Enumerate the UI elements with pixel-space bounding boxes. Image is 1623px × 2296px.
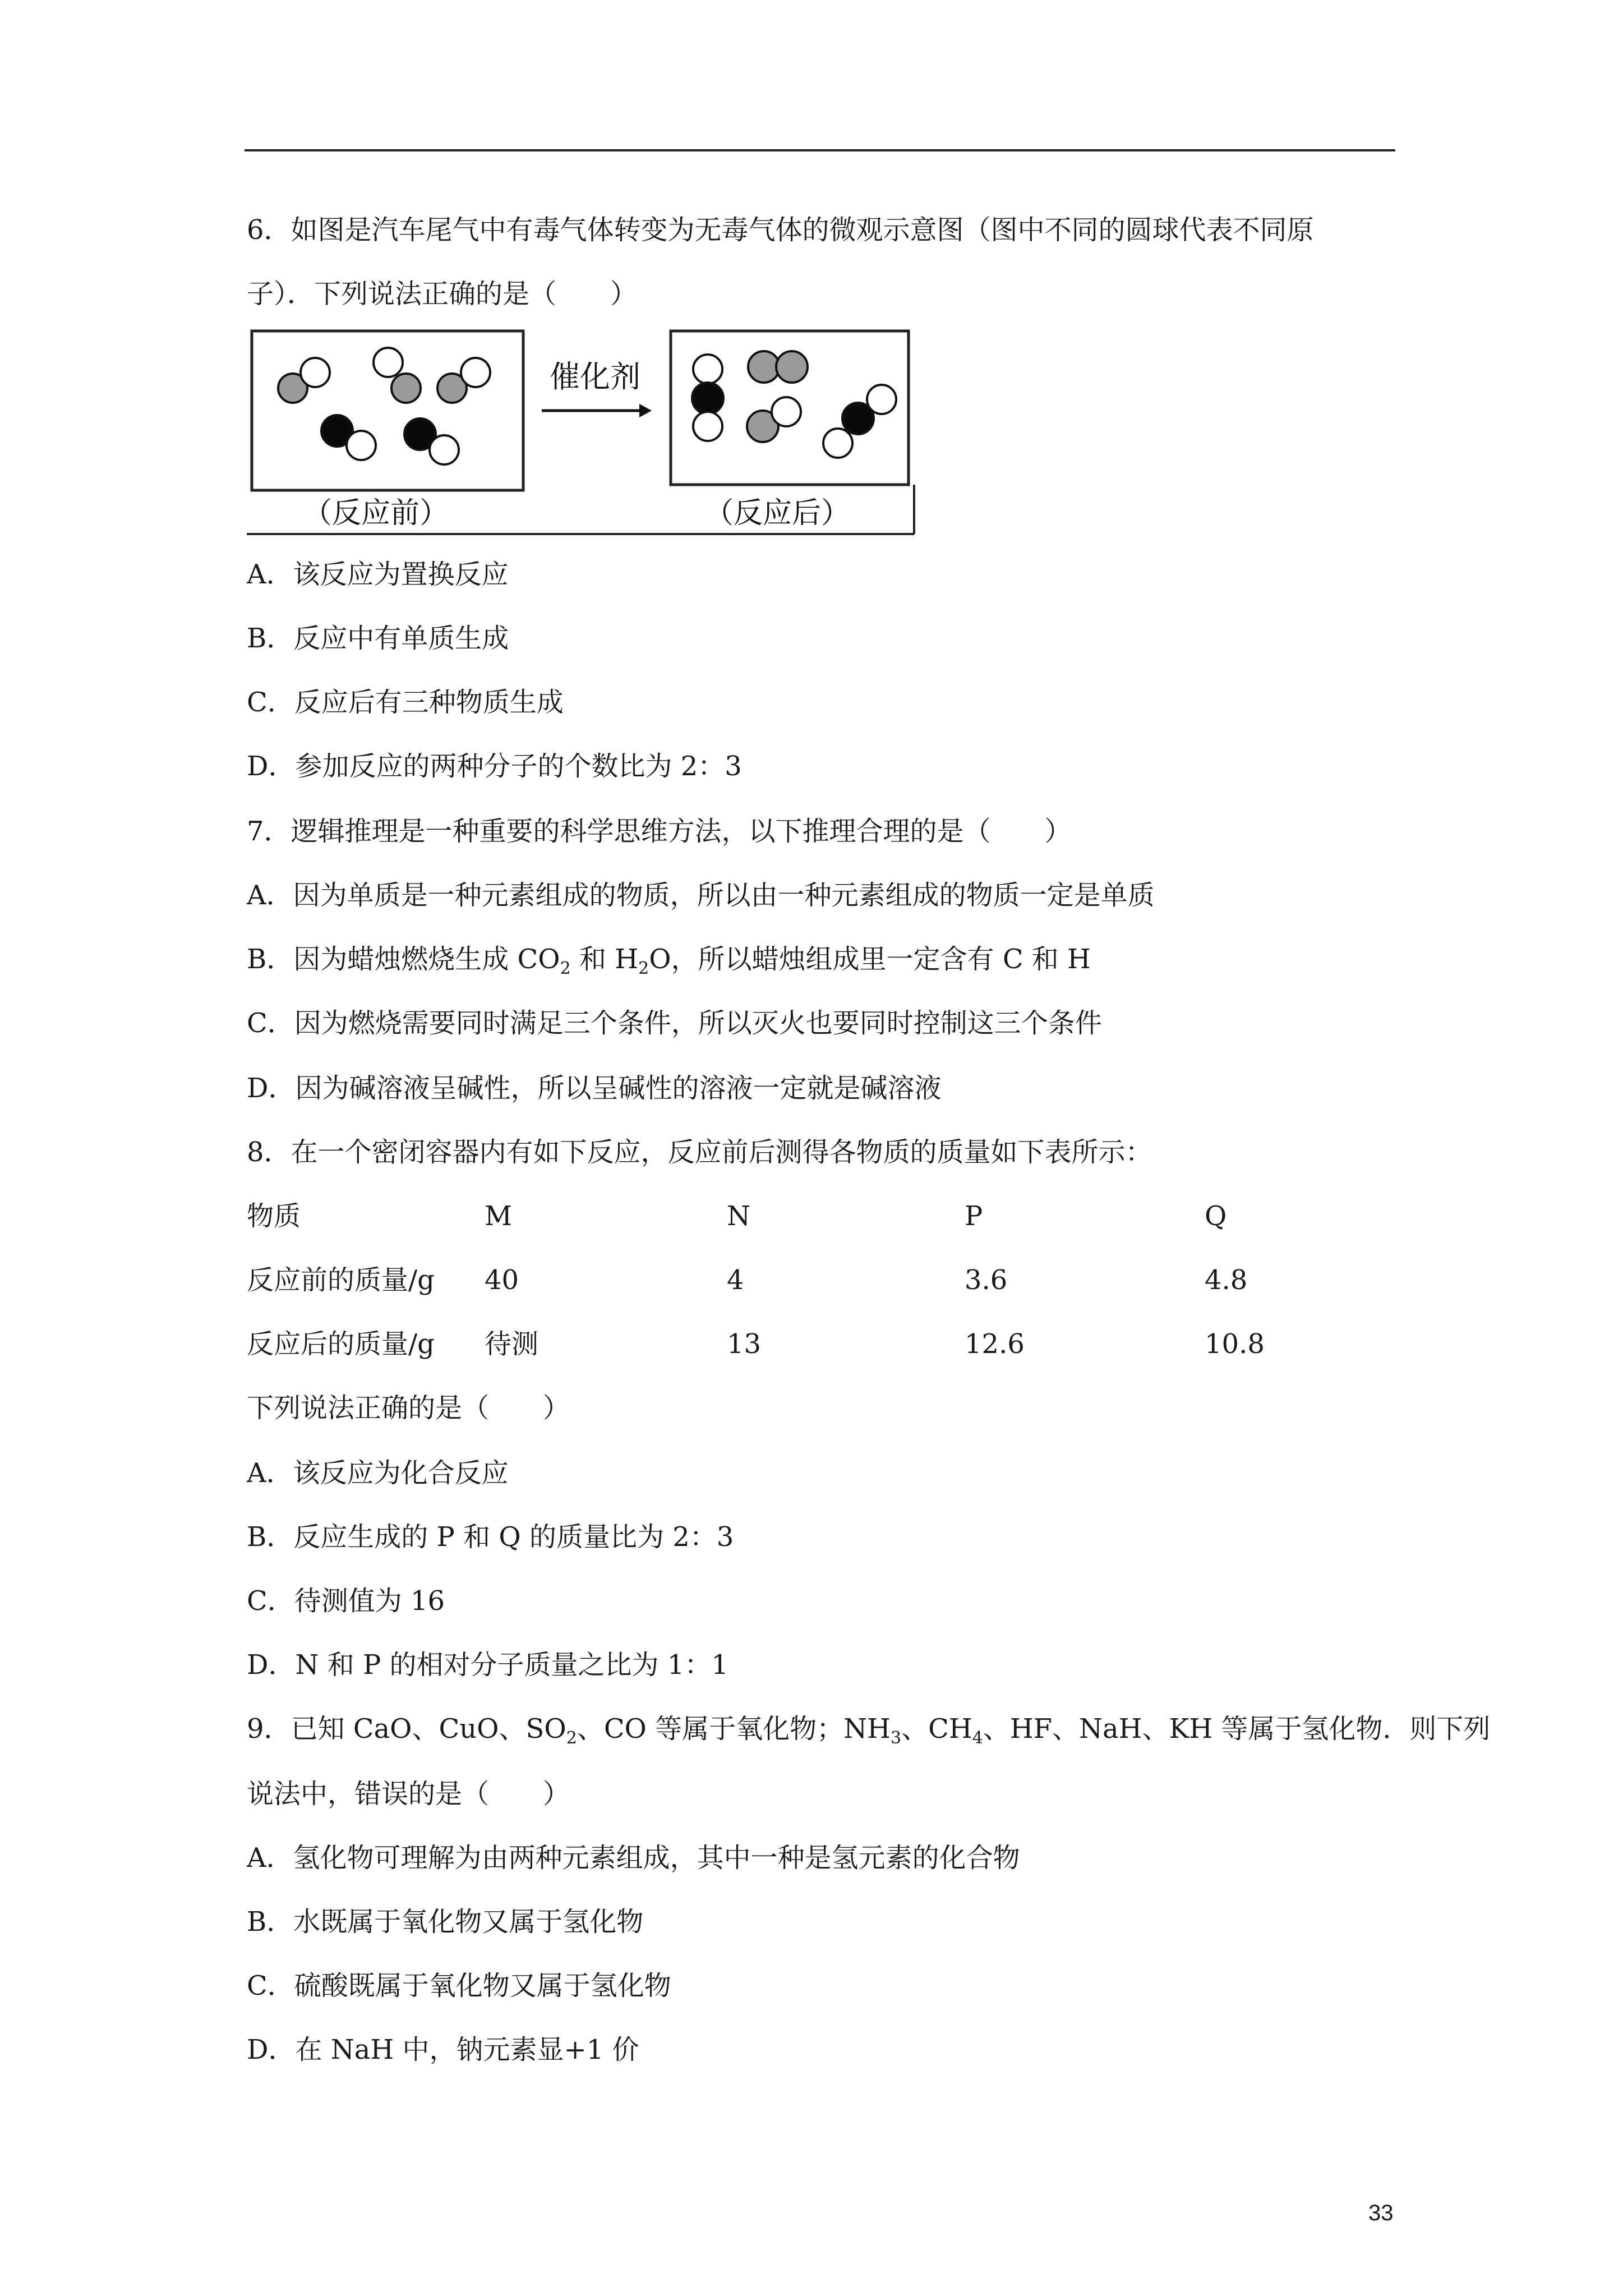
catalyst-label: 催化剂 bbox=[550, 360, 640, 394]
table-cell: P bbox=[965, 1200, 983, 1232]
white-atom bbox=[772, 397, 801, 426]
q7-option-d: D．因为碱溶液呈碱性，所以呈碱性的溶液一定就是碱溶液 bbox=[247, 1073, 942, 1104]
q9-option-a: A．氢化物可理解为由两种元素组成，其中一种是氢元素的化合物 bbox=[247, 1842, 1020, 1874]
white-atom bbox=[430, 435, 459, 464]
table-cell: 40 bbox=[485, 1264, 519, 1296]
table-row-after bbox=[247, 1327, 1396, 1361]
table-cell: 反应前的质量/g bbox=[247, 1264, 435, 1296]
before-label: （反应前） bbox=[303, 497, 449, 530]
black-atom bbox=[692, 383, 723, 414]
white-atom bbox=[693, 355, 722, 384]
table-row-header bbox=[247, 1199, 1396, 1233]
q8-option-d: D．N 和 P 的相对分子质量之比为 1：1 bbox=[247, 1649, 728, 1681]
q6-option-a: A．该反应为置换反应 bbox=[247, 559, 509, 590]
white-atom bbox=[461, 358, 490, 387]
q9-option-b: B．水既属于氧化物又属于氢化物 bbox=[247, 1906, 644, 1938]
q8-option-c: C．待测值为 16 bbox=[247, 1585, 445, 1617]
table-cell: 反应后的质量/g bbox=[247, 1328, 435, 1360]
reaction-diagram bbox=[247, 325, 920, 539]
gray-atom bbox=[391, 374, 421, 403]
q7-option-c: C．因为燃烧需要同时满足三个条件，所以灭火也要同时控制这三个条件 bbox=[247, 1007, 1102, 1039]
white-atom bbox=[693, 412, 722, 441]
table-cell: 12.6 bbox=[965, 1328, 1025, 1360]
q7-stem: 7．逻辑推理是一种重要的科学思维方法，以下推理合理的是（ ） bbox=[247, 816, 1072, 847]
q9-stem-line1: 9．已知 CaO、CuO、$SO_2$、CO 等属于氧化物；$NH_3$、$CH_4$、HF、NaH、KH 等属于氢化物．则下列 bbox=[247, 1713, 1491, 1748]
gray-atom bbox=[776, 351, 808, 383]
white-atom bbox=[347, 431, 376, 460]
q8-option-b: B．反应生成的 P 和 Q 的质量比为 2：3 bbox=[247, 1521, 734, 1553]
q8-question: 下列说法正确的是（ ） bbox=[247, 1392, 570, 1424]
table-cell: 4 bbox=[727, 1264, 744, 1296]
reaction-arrow-head bbox=[639, 404, 652, 417]
q9-option-d: D．在 NaH 中，钠元素显+1 价 bbox=[247, 2034, 639, 2065]
table-cell: N bbox=[727, 1200, 750, 1232]
q8-stem: 8．在一个密闭容器内有如下反应，反应前后测得各物质的质量如下表所示： bbox=[247, 1137, 1152, 1168]
table-cell: 10.8 bbox=[1205, 1328, 1265, 1360]
table-cell: 4.8 bbox=[1205, 1264, 1248, 1296]
gray-atom bbox=[748, 351, 780, 383]
table-cell: 物质 bbox=[247, 1200, 301, 1232]
table-cell: M bbox=[485, 1200, 513, 1232]
header-rule bbox=[245, 149, 1395, 151]
white-atom bbox=[823, 429, 852, 458]
q6-stem-line1: 6．如图是汽车尾气中有毒气体转变为无毒气体的微观示意图（图中不同的圆球代表不同原 bbox=[247, 214, 1314, 246]
q6-option-b: B．反应中有单质生成 bbox=[247, 623, 509, 654]
table-cell: 待测 bbox=[485, 1328, 539, 1360]
q6-option-d: D．参加反应的两种分子的个数比为 2：3 bbox=[247, 751, 742, 782]
molecule-after-1 bbox=[692, 355, 723, 441]
white-atom bbox=[301, 358, 330, 387]
page-number: 33 bbox=[1368, 2201, 1394, 2225]
after-label: （反应后） bbox=[704, 497, 851, 530]
q9-stem-line2: 说法中，错误的是（ ） bbox=[247, 1778, 570, 1810]
q6-option-c: C．反应后有三种物质生成 bbox=[247, 687, 564, 718]
q9-option-c: C．硫酸既属于氧化物又属于氢化物 bbox=[247, 1970, 671, 2001]
q7-option-b: B．因为蜡烛燃烧生成 $CO_2$ 和 $H_2O$，所以蜡烛组成里一定含有 C 和 H bbox=[247, 944, 1091, 978]
q7-option-a: A．因为单质是一种元素组成的物质，所以由一种元素组成的物质一定是单质 bbox=[247, 880, 1155, 911]
table-cell: Q bbox=[1205, 1200, 1227, 1232]
table-cell: 3.6 bbox=[965, 1264, 1008, 1296]
table-row-before bbox=[247, 1263, 1396, 1297]
q8-option-a: A．该反应为化合反应 bbox=[247, 1457, 509, 1489]
q6-stem-line2: 子）．下列说法正确的是（ ） bbox=[247, 278, 638, 310]
white-atom bbox=[374, 348, 403, 377]
table-cell: 13 bbox=[727, 1328, 762, 1360]
white-atom bbox=[867, 385, 896, 414]
